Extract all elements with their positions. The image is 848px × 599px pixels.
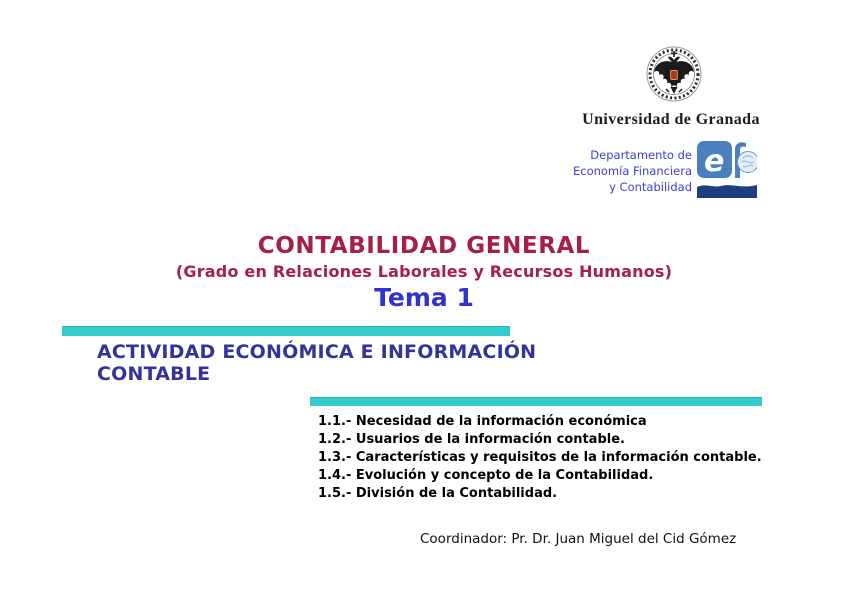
svg-text:e: e xyxy=(704,144,725,179)
section-heading-line-2: CONTABLE xyxy=(97,363,211,385)
toc-item-1: 1.1.- Necesidad de la información económica xyxy=(318,414,647,429)
section-heading-line-1: ACTIVIDAD ECONÓMICA E INFORMACIÓN xyxy=(97,341,537,363)
department-line-3: y Contabilidad xyxy=(609,180,692,194)
toc-list xyxy=(318,413,828,503)
department-line-2: Economía Financiera xyxy=(572,164,692,178)
ef-department-logo-icon xyxy=(697,141,757,198)
university-name: Universidad de Granada xyxy=(582,111,760,128)
ugr-coat-of-arms-icon xyxy=(646,45,702,107)
divider-bar-right xyxy=(310,397,762,406)
toc-item-2: 1.2.- Usuarios de la información contable. xyxy=(318,432,625,447)
divider-bar-left xyxy=(62,326,510,336)
page-title: CONTABILIDAD GENERAL xyxy=(257,233,591,259)
topic-number: Tema 1 xyxy=(374,283,474,312)
department-name xyxy=(540,147,692,195)
coordinator-credit: Coordinador: Pr. Dr. Juan Miguel del Cid Gómez xyxy=(420,531,737,547)
department-line-1: Departamento de xyxy=(590,148,692,162)
toc-item-4: 1.4.- Evolución y concepto de la Contabilidad. xyxy=(318,468,654,483)
page-subtitle: (Grado en Relaciones Laborales y Recursos Humanos) xyxy=(175,262,673,281)
toc-item-3: 1.3.- Características y requisitos de la información contable. xyxy=(318,450,762,465)
section-heading xyxy=(97,341,557,385)
toc-item-5: 1.5.- División de la Contabilidad. xyxy=(318,486,558,501)
